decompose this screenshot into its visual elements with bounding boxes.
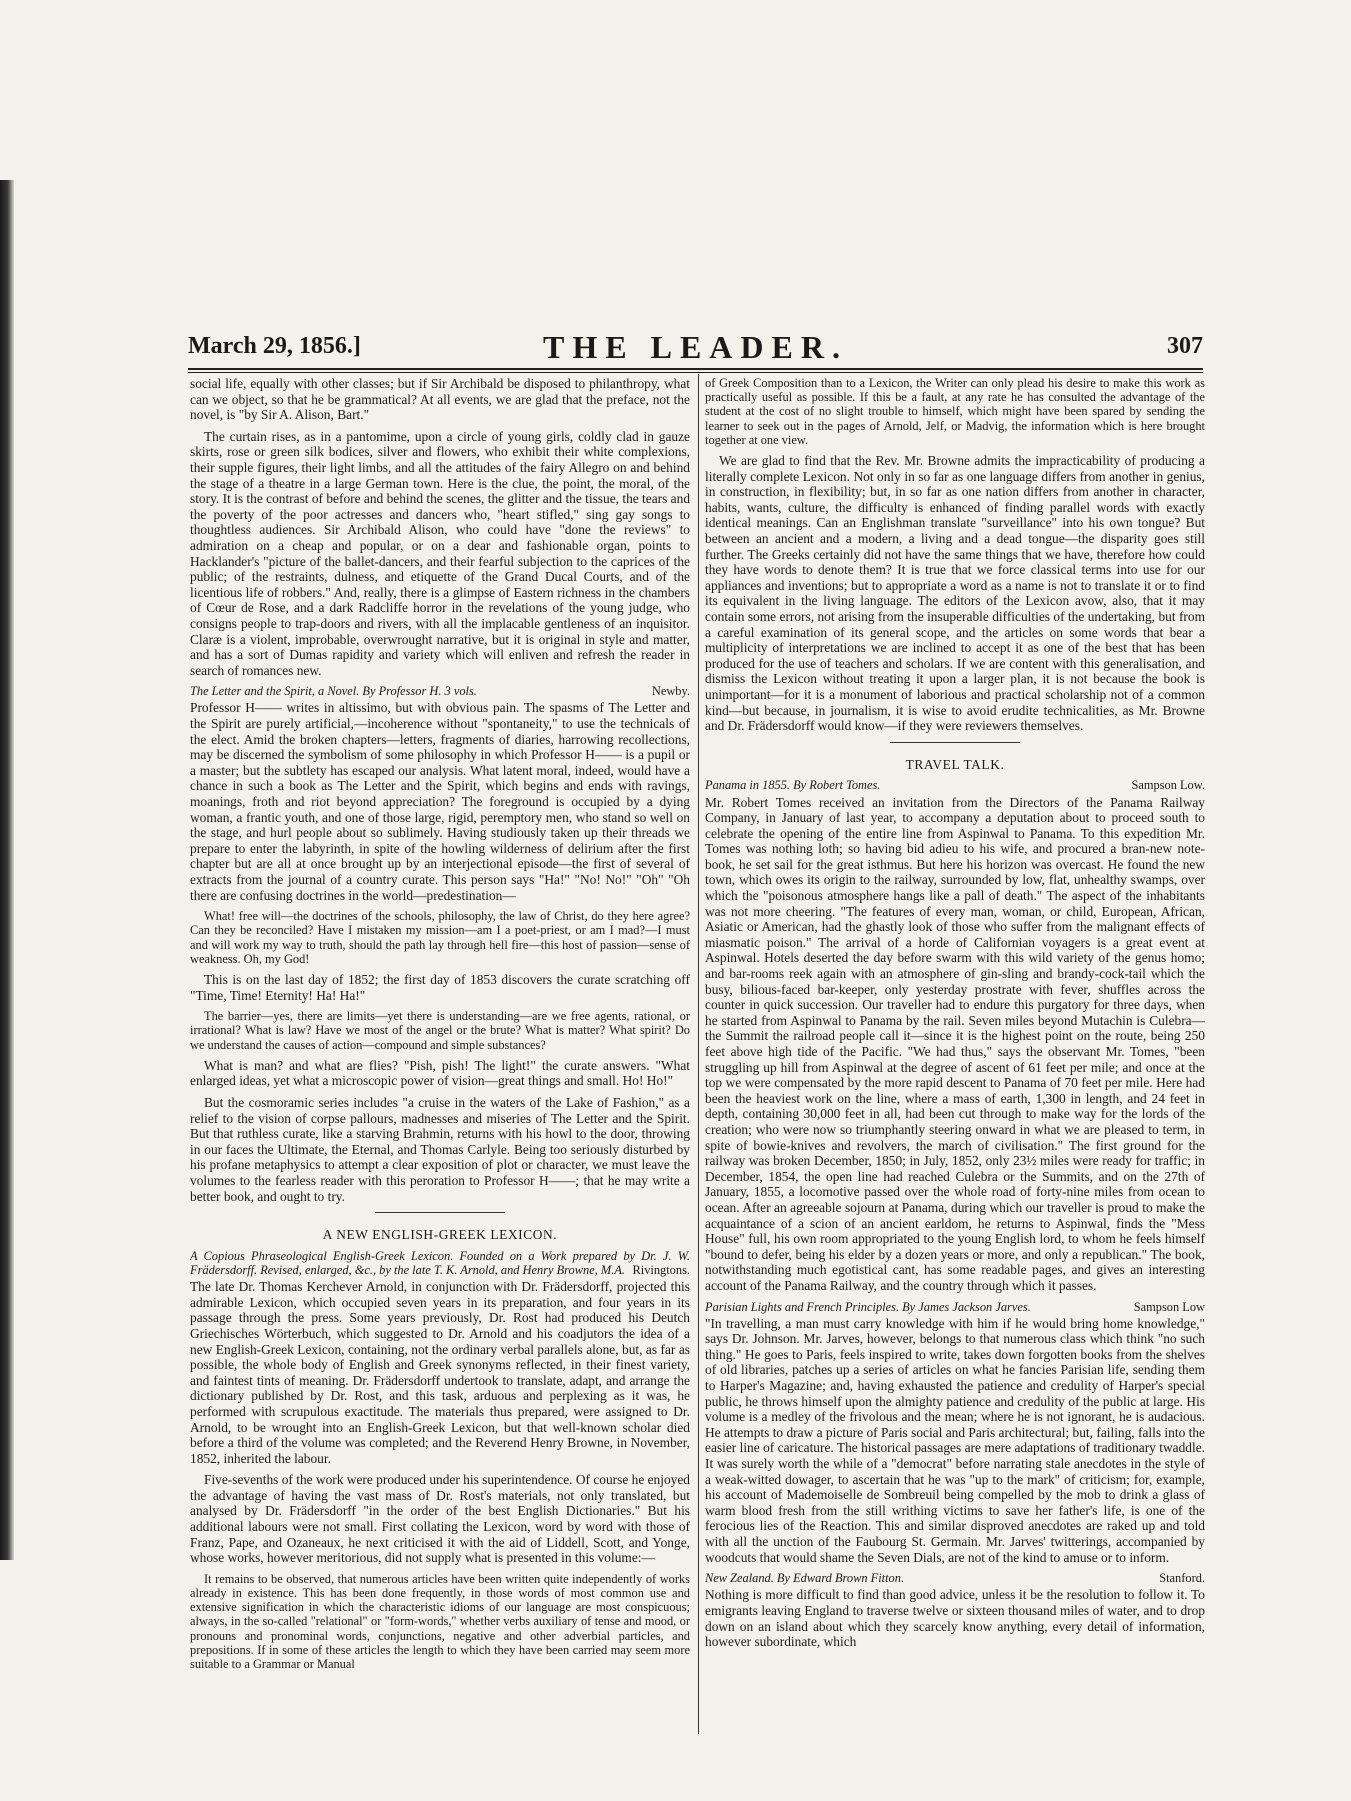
section-heading: A NEW ENGLISH-GREEK LEXICON. bbox=[322, 1227, 558, 1243]
issue-date: March 29, 1856.] bbox=[188, 333, 361, 359]
book-citation bbox=[190, 1249, 690, 1277]
book-citation bbox=[705, 1571, 1205, 1585]
section-heading: TRAVEL TALK. bbox=[905, 756, 1005, 772]
article-paragraph: The late Dr. Thomas Kerchever Arnold, in conjunction with Dr. Frädersdorff, projected this admirable Lexicon, which occupied seven years in its preparation, and four years in its passage through the press. Some years previously, Dr. Rost had produced his Deutch Griechisches Wörterbuch, which suggested to Dr. Arnold and his coadjutors the idea of a new English-Greek Lexicon, containing, not the ordinary verbal parallels alone, but, as far as possible, the whole body of English and Greek synonyms reflected, in their finest variety, and faintest tints of meaning. Dr. Frädersdorff undertook to translate, adapt, and arrange the dictionary published by Dr. Rost, and this task, arduous and perplexing as it was, he performed with scrupulous exactitude. The materials thus prepared, were assigned to Dr. Arnold, to be wrought into an English-Greek Lexicon, but that well-known scholar died before a third of the volume was completed; and the Reverend Henry Browne, in November, 1852, inherited the labour. bbox=[190, 1279, 690, 1466]
citation-text: The Letter and the Spirit, a Novel. By Professor H. 3 vols. bbox=[190, 684, 477, 699]
article-paragraph: social life, equally with other classes; but if Sir Archibald be disposed to philanthropy, what can we object, so that he be grammatical? At all events, we are glad that the preface, not the novel, is "by Sir A. Alison, Bart." bbox=[190, 376, 690, 423]
publisher: Newby. bbox=[651, 684, 690, 699]
quoted-extract: The barrier—yes, there are limits—yet there is understanding—are we free agents, rational, or irrational? What is law? Have we most of the angel or the brute? What is matter? What spirit? Do we understand the causes of action—compound and simple substances? bbox=[190, 1009, 690, 1052]
right-column bbox=[705, 376, 1205, 1731]
article-paragraph: The curtain rises, as in a pantomime, upon a circle of young girls, coldly clad in gauze skirts, rose or green silk bodices, silver and flowers, who exhibit their white complexions, their supple figures, their light limbs, and all the attitudes of the fairy Allegro on and behind the stage of a theatre in a large German town. Here is the clue, the point, the moral, of the story. It is the contrast of before and behind the scenes, the glitter and the tissue, the tears and the poverty of the poor actresses and dancers who, "heart stifled," sing gay songs to thoughtless audiences. Sir Archibald Alison, who could have "done the reviews" to admiration on a cheap and popular, or on a dear and fashionable organ, points to Hacklander's "picture of the ballet-dancers, and their fearful subjection to the caprices of the public; of the restraints, dulness, and etiquette of the Grand Ducal Courts, and of the licentious life of robbers." And, really, there is a glimpse of Eastern richness in the chambers of Cœur de Rose, and a dark Radcliffe horror in the revelations of the young judge, who consigns people to trap-doors and rivers, with all the implacable gentleness of an inquisitor. Claræ is a violent, improbable, overwrought narrative, but it is original in style and matter, and has a sort of Dumas rapidity and variety which will enliven and refresh the reader in search of romances new. bbox=[190, 428, 690, 678]
page-binding-edge bbox=[0, 180, 14, 1560]
publisher: Stanford. bbox=[1159, 1571, 1205, 1586]
quoted-extract: What! free will—the doctrines of the schools, philosophy, the law of Christ, do they here agree? Can they be reconciled? Have I mistaken my mission—am I a poet-priest, or am I mad?—I must and will work my way to truth, should the path lay through hell fire—this host of passion—sense of weakness. Oh, my God! bbox=[190, 909, 690, 966]
quoted-extract: It remains to be observed, that numerous articles have been written quite independently of works already in existence. This has been done frequently, in those words of most common use and extensive signification in which the characteristic idioms of our language are most conspicuous; always, in the so-called "relational" or "form-words," whether verbs auxiliary of tense and mood, or pronouns and pronominal words, conjunctions, negative and other adverbial particles, and prepositions. If in some of these articles the length to which they have been carried may seem more suitable to a Grammar or Manual bbox=[190, 1571, 690, 1672]
left-column bbox=[190, 376, 690, 1731]
article-paragraph: What is man? and what are flies? "Pish, pish! The light!" the curate answers. "What enlarged ideas, yet what a microscopic power of vision—great things and small. Ho! Ho!" bbox=[190, 1057, 690, 1089]
header-rule bbox=[188, 368, 1203, 370]
article-paragraph: But the cosmoramic series includes "a cruise in the waters of the Lake of Fashion," as a relief to the vision of corpse pallours, madnesses and miseries of The Letter and the Spirit. But that ruthless curate, like a starving Brahmin, returns with his howl to the door, throwing in our faces the Ultimate, the Eternal, and Thomas Carlyle. Being too seriously disturbed by his profane metaphysics to attempt a clear exposition of plot or character, we must leave the volumes to the fearless reader with this peroration to Professor H——; that he may write a better book, and ought to try. bbox=[190, 1095, 690, 1204]
article-paragraph: This is on the last day of 1852; the first day of 1853 discovers the curate scratching off "Time, Time! Eternity! Ha! Ha!" bbox=[190, 972, 690, 1003]
page-number: 307 bbox=[1167, 333, 1203, 359]
article-paragraph: Five-sevenths of the work were produced under his superintendence. Of course he enjoyed the advantage of having the vast mass of Dr. Rost's materials, not only translated, but analysed by Dr. Frädersdorff "in the order of the best English Dictionaries." But his additional labours were not small. First collating the Lexicon, word by word with those of Franz, Pape, and Ozaneaux, he next criticised it with the aid of Liddell, Scott, and Yonge, whose works, however meritorious, did not supply what is presented in this volume:— bbox=[190, 1472, 690, 1566]
section-separator bbox=[375, 1212, 505, 1213]
column-divider bbox=[698, 374, 699, 1734]
publisher: Sampson Low bbox=[1133, 1299, 1205, 1314]
citation-text: Panama in 1855. By Robert Tomes. bbox=[705, 778, 881, 793]
article-paragraph: Mr. Robert Tomes received an invitation from the Directors of the Panama Railway Company, in January of last year, to accompany a deputation about to proceed south to celebrate the opening of the entire line from Aspinwal to Panama. To this expedition Mr. Tomes was nothing loth; so having bid adieu to his wife, and procured a bran-new note-book, he set sail for the great isthmus. But here his horizon was overcast. He found the new town, which owes its origin to the railway, surrounded by low, flat, unhealthy swamps, over which the "poisonous atmosphere hangs like a pall of death." The aspect of the inhabitants was not more cheering. "The features of every man, woman, or child, European, African, Asiatic or American, had the ghastly look of those who suffer from the malignant effects of miasmatic poison." The arrival of a horde of Californian voyagers is a great event at Aspinwal. Hotels deserted the day before swarm with this wild variety of the genus homo; and bar-rooms reek again with an atmosphere of gin-sling and brandy-cock-tail which the busy, bilious-faced bar-keeper, only yesterday prostrate with fever, shuffles across the counter in quick succession. Our traveller had to endure this purgatory for three days, when he started from Aspinwal to Panama by the rail. Seven miles beyond Mutachin is Culebra—the Summit the railroad people call it—since it is the highest point on the route, being 250 feet above high tide of the Pacific. "We had thus," says the observant Mr. Tomes, "been struggling up hill from Aspinwal at the degree of ascent of 61 feet per mile; and once at the top we were compensated by the more rapid descent to Panama of 70 feet per mile. Here had been the heaviest work on the line, where a mass of earth, 1,300 in length, and 24 feet in depth, containing 30,000 feet in all, had been cut through to make way for the lords of the creation; who were now so triumphantly steering onward in what we are pleased to term, in spite of bowie-knives and revolvers, the march of civilisation." The first ground for the railway was broken December, 1850; in July, 1852, only 23½ miles were ready for traffic; in December, 1854, the open line had reached Culebra or the Summits, and on the 27th of January, 1855, a locomotive passed over the whole road of forty-nine miles from ocean to ocean. After an agreeable sojourn at Panama, during which our traveller is proud to make the acquaintance of a scion of an ancient earldom, he returns to Aspinwal, finds the "Mess House" full, his own room appropriated to the young English lord, to whom he feels himself "bound to defer, being his elder by a dozen years or more, and only a republican." The book, notwithstanding much egotistical cant, has some readable pages, and gives an interesting account of the Panama Railway, and the country through which it passes. bbox=[705, 794, 1205, 1293]
article-paragraph: Nothing is more difficult to find than good advice, unless it be the resolution to follow it. To emigrants leaving England to traverse twelve or sixteen thousand miles of water, and to drop down on an island about which they scarcely know anything, every detail of information, however subordinate, which bbox=[705, 1587, 1205, 1650]
publisher: Rivingtons. bbox=[632, 1262, 690, 1277]
quoted-extract: of Greek Composition than to a Lexicon, the Writer can only plead his desire to make this work as practically useful as possible. If this be a fault, at any rate he has consulted the advantage of the student at the cost of no slight trouble to himself, which might have been spared by sending the learner to seek out in the pages of Arnold, Jelf, or Madvig, the information which is here brought together at one view. bbox=[705, 376, 1205, 447]
page-header bbox=[188, 329, 1203, 367]
header-rule-thin bbox=[188, 372, 1203, 373]
book-citation bbox=[190, 684, 690, 698]
citation-text: Parisian Lights and French Principles. By James Jackson Jarves. bbox=[705, 1299, 1031, 1314]
article-paragraph: "In travelling, a man must carry knowledge with him if he would bring home knowledge," says Dr. Johnson. Mr. Jarves, however, belongs to that numerous class which think "no such thing." He goes to Paris, feels inspired to write, takes down forgotten books from the shelves of old libraries, patches up a series of articles on what he fancies Parisian life, sending them to Harper's Magazine; and, having exhausted the patience and credulity of Harper's special public, he throws himself upon the almighty patience and credulity of the public at large. His volume is a medley of the frivolous and the mean; where he is not ignorant, he is audacious. He attempts to draw a picture of Paris social and Paris architectural; but, failing, falls into the easier line of caricature. The historical passages are mere adaptations of traditionary twaddle. It was surely worth the while of a "democrat" before narrating stale anecdotes in the style of a weak-witted dowager, to ascertain that he was "up to the mark" of criticism; for, example, his account of Mademoiselle de Sombreuil being compelled by the mob to drink a glass of warm blood fresh from the still writhing victims to save her father's life, is one of the ferocious lies of the Reaction. This and similar disproved anecdotes are raked up and told with all the unction of the Faubourg St. Germain. Mr. Jarves' twitterings, accompanied by woodcuts that would shame the Seven Dials, are not of the kind to amuse or to inform. bbox=[705, 1315, 1205, 1565]
book-citation bbox=[705, 1300, 1205, 1314]
article-paragraph: We are glad to find that the Rev. Mr. Browne admits the impracticability of producing a literally complete Lexicon. Not only in so far as one language differs from another in genius, in construction, in flexibility; but, in so far as one nation differs from another in character, habits, wants, culture, the difficulty is enhanced of finding parallel words with exactly identical meanings. Can an Englishman translate "surveillance" into his own tongue? But between an ancient and a modern, a living and a dead tongue—the disparity goes still further. The Greeks certainly did not have the same things that we have, therefore how could they have words to denote them? It is true that we force classical terms into use for our appliances and inventions; but to appropriate a word as a name is not to translate it or to find its equivalent in the living language. The editors of the Lexicon avow, also, that it may contain some errors, not arising from the insuperable difficulties of the undertaking, but from a careful examination of its general scope, and the articles on some words that bear a multiplicity of interpretations we are inclined to accept it as one of the best that has been produced for the use of teachers and scholars. If we are content with this generalisation, and dismiss the Lexicon without treating it upon a larger plan, it is not because the book is unimportant—for it is a monument of laborious and practical scholarship not of a common kind—but because, in journalism, it is wise to avoid erudite technicalities, as Mr. Browne and Dr. Frädersdorff would know—if they were reviewers themselves. bbox=[705, 453, 1205, 734]
section-separator bbox=[890, 742, 1020, 743]
article-paragraph: Professor H—— writes in altissimo, but with obvious pain. The spasms of The Letter and the Spirit are purely artificial,—incoherence without "spontaneity," to use the technicals of the elect. Amid the broken chapters—letters, fragments of diaries, harrowing recollections, may be discerned the symbolism of some philosophy in which Professor H—— is a pupil or a master; but the subtlety has escaped our analysis. What latent moral, indeed, would have a chance in such a book as The Letter and the Spirit, which begins and ends with ravings, moanings, froth and riot beyond appreciation? The foreground is occupied by a dying woman, a frantic youth, and one of those large, rigid, peremptory men, who stand so well on the stage, and hurl people about so sublimely. Having studiously taken up their threads we prepare to enter the labyrinth, in spite of the howling wilderness of delirium after the first chapter but are all at once brought up by an interjectional episode—the first of several of extracts from the journal of a country curate. This person says "Ha!" "No! No!" "Oh" "Oh there are confusing doctrines in the world—predestination— bbox=[190, 700, 690, 903]
citation-text: A Copious Phraseological English-Greek Lexicon. Founded on a Work prepared by Dr. J. W. Frädersdorff. Revised, enlarged, &c., by the late T. K. Arnold, and Henry Browne, M.A. bbox=[190, 1248, 690, 1277]
book-citation bbox=[705, 778, 1205, 792]
citation-text: New Zealand. By Edward Brown Fitton. bbox=[705, 1571, 905, 1586]
publisher: Sampson Low. bbox=[1131, 778, 1205, 793]
masthead-title: THE LEADER. bbox=[543, 329, 848, 365]
